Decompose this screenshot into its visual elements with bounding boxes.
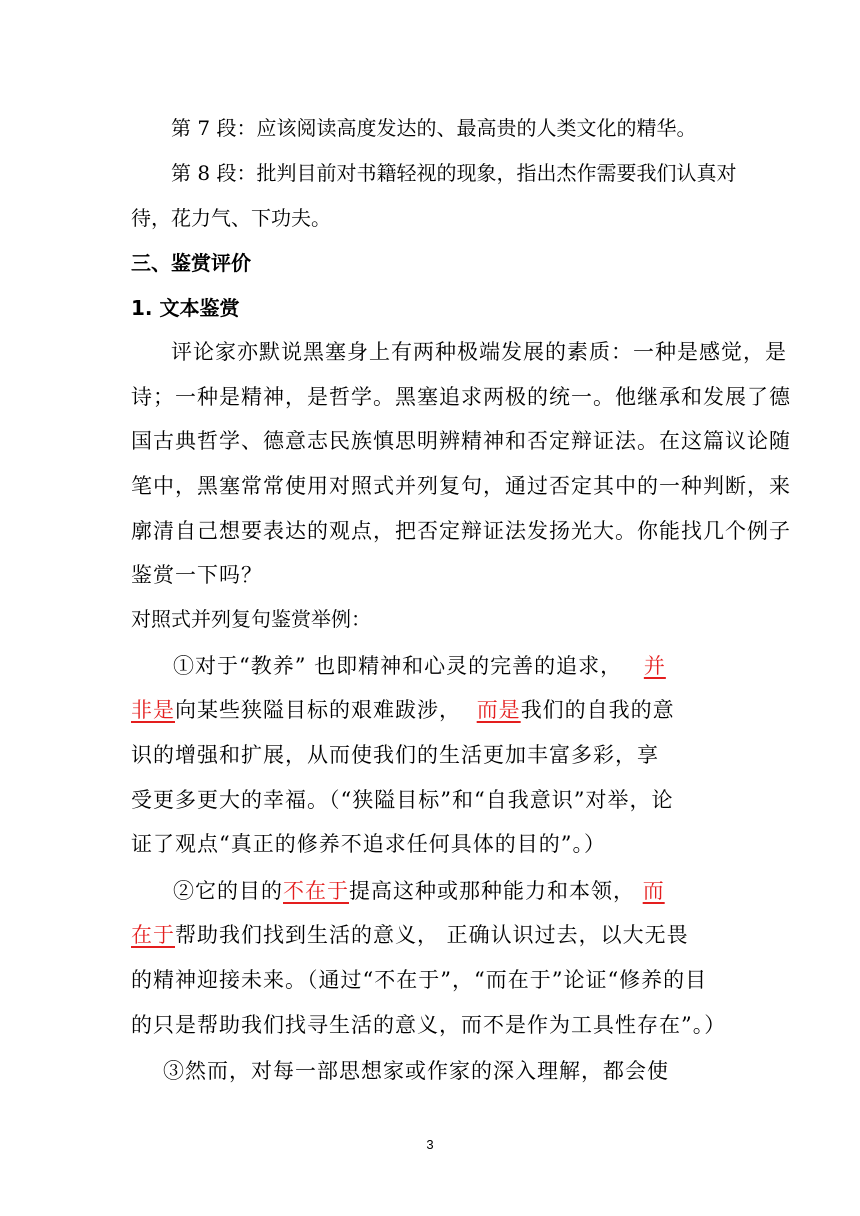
paragraph-line: 笔中，黑塞常常使用对照式并列复句，通过否定其中的一种判断，来: [131, 474, 791, 498]
subsection-heading: 1. 文本鉴赏: [131, 296, 240, 320]
highlight-text: 非是: [131, 698, 175, 722]
highlight-text: 在于: [131, 923, 175, 947]
example-line: 识的增强和扩展，从而使我们的生活更加丰富多彩，享: [131, 743, 659, 767]
example-text: ①对于“教养” 也即精神和心灵的完善的追求，: [173, 654, 623, 678]
page-number: 3: [426, 1137, 434, 1152]
highlight-text: 而是: [476, 698, 521, 722]
section-heading: 三、鉴赏评价: [131, 251, 251, 275]
example-line: 证了观点“真正的修养不追求任何具体的目的”。）: [131, 832, 606, 856]
example-text: ②它的目的: [173, 879, 283, 903]
highlight-text: 并: [643, 654, 666, 678]
paragraph-line: 第 7 段：应该阅读高度发达的、最高贵的人类文化的精华。: [171, 116, 697, 140]
example-text: 我们的自我的意: [520, 698, 675, 722]
paragraph-line: 对照式并列复句鉴赏举例：: [131, 607, 371, 631]
paragraph-line: 待，花力气、下功夫。: [131, 206, 331, 230]
example-line: [131, 922, 689, 948]
example-line: 的只是帮助我们找寻生活的意义，而不是作为工具性存在”。）: [131, 1013, 727, 1037]
example-line: [173, 653, 666, 679]
example-line: 的精神迎接未来。（通过“不在于”，“而在于”论证“修养的目: [131, 968, 708, 992]
example-line: ③然而，对每一部思想家或作家的深入理解，都会使: [163, 1059, 669, 1083]
highlight-text: 不在于: [283, 879, 349, 903]
example-text: 向某些狭隘目标的艰难跋涉，: [175, 698, 461, 722]
example-line: [173, 878, 665, 904]
paragraph-line: 第 8 段：批判目前对书籍轻视的现象，指出杰作需要我们认真对: [171, 161, 737, 185]
paragraph-line: 诗；一种是精神，是哲学。黑塞追求两极的统一。他继承和发展了德: [131, 385, 791, 409]
paragraph-line: 评论家亦默说黑塞身上有两种极端发展的素质：一种是感觉，是: [171, 340, 787, 364]
example-text: 帮助我们找到生活的意义， 正确认识过去，以大无畏: [175, 923, 689, 947]
example-text: 提高这种或那种能力和本领，: [349, 879, 635, 903]
example-line: [131, 697, 675, 723]
paragraph-line: 廓清自己想要表达的观点，把否定辩证法发扬光大。你能找几个例子: [131, 519, 791, 543]
paragraph-line: 鉴赏一下吗？: [131, 563, 263, 587]
example-line: 受更多更大的幸福。（“狭隘目标”和“自我意识”对举，论: [131, 788, 674, 812]
paragraph-line: 国古典哲学、德意志民族慎思明辨精神和否定辩证法。在这篇议论随: [131, 429, 791, 453]
highlight-text: 而: [642, 879, 665, 903]
